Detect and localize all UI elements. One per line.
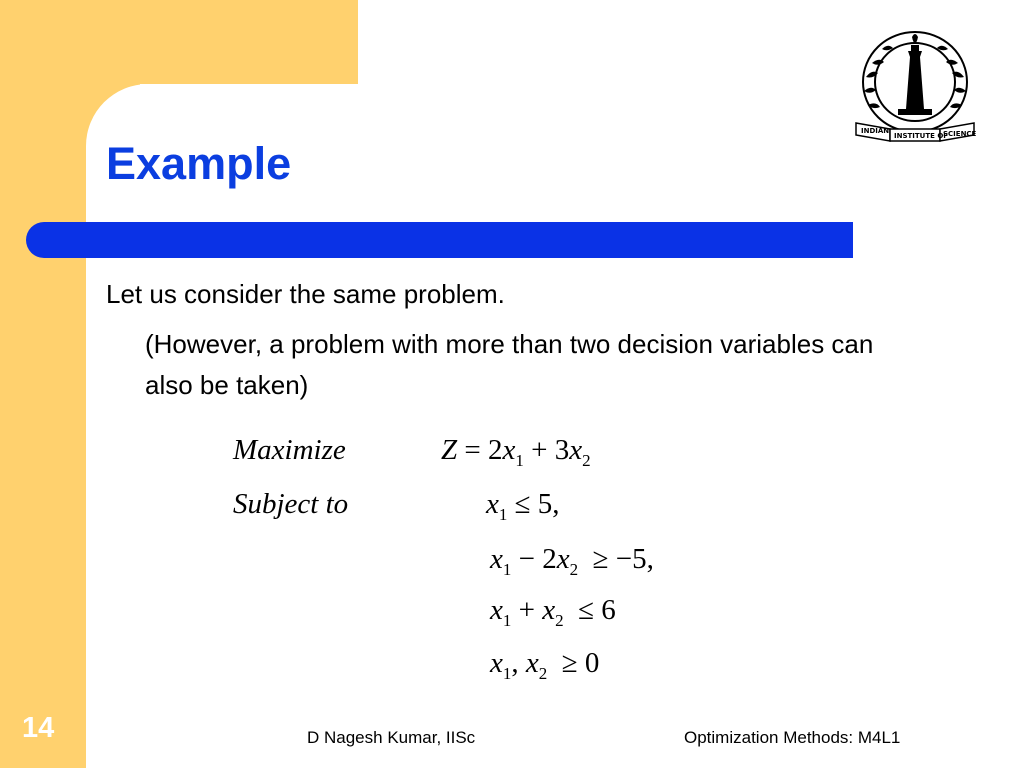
footer-author: D Nagesh Kumar, IISc <box>307 728 476 747</box>
constraint-1: $x_1 \le 5$, <box>486 488 560 524</box>
body-text-line-1: Let us consider the same problem. <box>106 279 505 309</box>
footer-course: Optimization Methods: M4L1 <box>684 728 901 747</box>
logo-text-left: INDIAN <box>861 127 890 135</box>
body-text-line-2: (However, a problem with more than two decision variables can also be taken) <box>145 329 874 400</box>
slide-number: 14 <box>22 712 55 744</box>
subject-to-label: Subject to <box>233 488 349 520</box>
logo-text-right: SCIENCE <box>943 130 977 138</box>
maximize-label: Maximize <box>233 434 346 466</box>
constraint-2: $x_1 - 2x_2 \ge -5$, <box>490 543 654 579</box>
objective-function: $Z = 2x_1 + 3x_2$ <box>441 434 591 470</box>
logo-text-middle: INSTITUTE OF <box>894 132 949 140</box>
constraint-4: $x_1$, $x_2 \ge 0$ <box>490 647 600 683</box>
decor-frame-left <box>0 0 86 768</box>
constraint-3: $x_1 + x_2 \le 6$ <box>490 594 616 630</box>
iisc-emblem-icon <box>852 27 978 145</box>
slide-title: Example <box>106 138 292 189</box>
title-underline-bar <box>26 222 853 258</box>
